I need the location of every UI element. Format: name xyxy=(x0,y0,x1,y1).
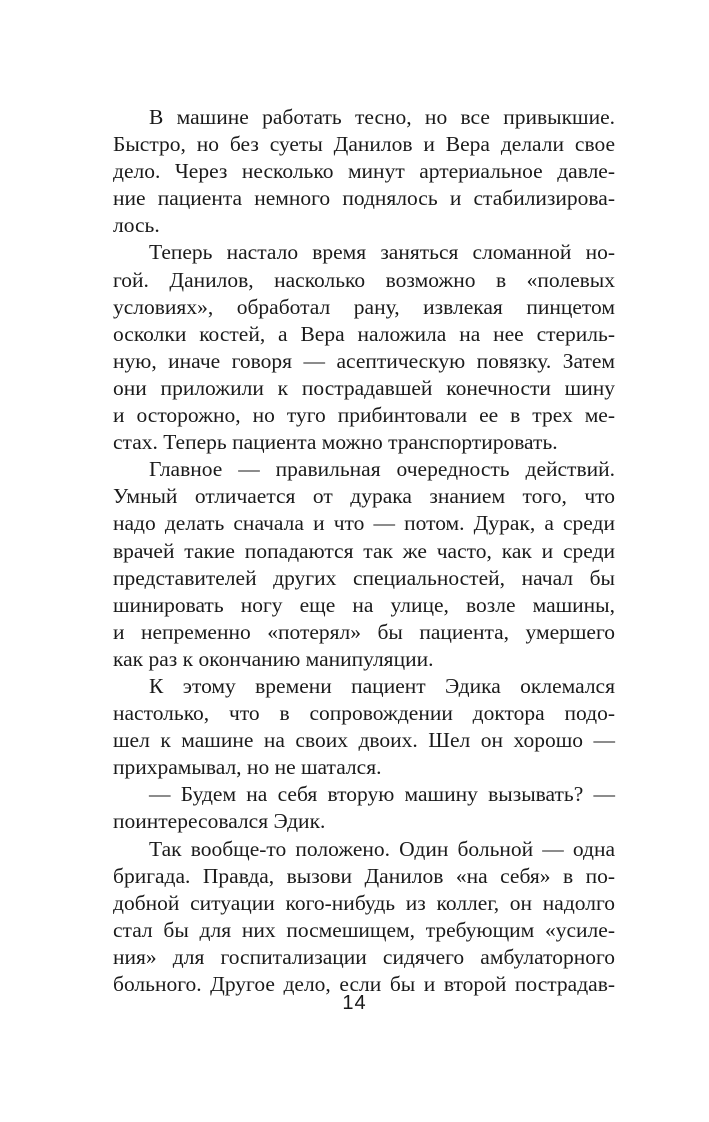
text-line: надо делать сначала и что — потом. Дурак, а среди xyxy=(113,511,615,536)
text-line: условиях», обработал рану, извлекая пинцетом xyxy=(113,294,615,319)
dialogue-paragraph xyxy=(113,781,615,835)
text-line: Так вообще-то положено. Один больной — одна xyxy=(149,836,615,861)
text-line: Умный отличается от дурака знанием того, что xyxy=(113,484,615,509)
text-line: шел к машине на своих двоих. Шел он хорошо — xyxy=(113,728,615,753)
text-line: и непременно «потерял» бы пациента, умершего xyxy=(113,619,615,644)
text-line: Теперь настало время заняться сломанной но- xyxy=(149,240,615,265)
text-line: осколки костей, а Вера наложила на нее стериль- xyxy=(113,321,615,346)
text-line: лось. xyxy=(113,213,160,238)
page-number: 14 xyxy=(342,992,367,1014)
text-line: Быстро, но без суеты Данилов и Вера делали свое xyxy=(113,132,615,157)
text-line: добной ситуации кого-нибудь из коллег, он надолго xyxy=(113,890,615,915)
text-line: больного. Другое дело, если бы и второй пострадав- xyxy=(113,972,615,996)
text-line: прихрамывал, но не шатался. xyxy=(113,755,382,780)
text-line: К этому времени пациент Эдика оклемался xyxy=(149,673,615,698)
text-line: стал бы для них посмешищем, требующим «усиле- xyxy=(113,917,615,942)
text-line: ную, иначе говоря — асептическую повязку. Затем xyxy=(113,348,615,373)
paragraph xyxy=(113,456,615,673)
text-line: представителей других специальностей, начал бы xyxy=(113,565,615,590)
paragraph xyxy=(113,673,615,781)
text-line: поинтересовался Эдик. xyxy=(113,809,326,834)
text-line: врачей такие попадаются так же часто, как и среди xyxy=(113,538,615,563)
text-line: — Будем на себя вторую машину вызывать? — xyxy=(149,782,615,807)
text-line: шинировать ногу еще на улице, возле машины, xyxy=(113,592,615,617)
text-line: бригада. Правда, вызови Данилов «на себя» в по- xyxy=(113,863,615,888)
text-line: В машине работать тесно, но все привыкшие. xyxy=(149,105,615,129)
paragraph xyxy=(113,104,615,239)
text-line: ния» для госпитализации сидячего амбулаторного xyxy=(113,944,615,969)
page-body xyxy=(113,104,615,998)
text-line: гой. Данилов, насколько возможно в «полевых xyxy=(113,267,615,292)
text-line: они приложили к пострадавшей конечности шину xyxy=(113,375,615,400)
text-line: как раз к окончанию манипуляции. xyxy=(113,646,434,671)
text-line: Главное — правильная очередность действий. xyxy=(149,457,615,482)
paragraph xyxy=(113,239,615,456)
text-line: стах. Теперь пациента можно транспортировать. xyxy=(113,430,558,455)
text-line: и осторожно, но туго прибинтовали ее в трех ме- xyxy=(113,403,615,428)
text-line: дело. Через несколько минут артериальное давле- xyxy=(113,159,615,184)
paragraph xyxy=(113,836,615,999)
text-line: настолько, что в сопровождении доктора подо- xyxy=(113,701,615,726)
text-line: ние пациента немного поднялось и стабилизирова- xyxy=(113,186,615,211)
